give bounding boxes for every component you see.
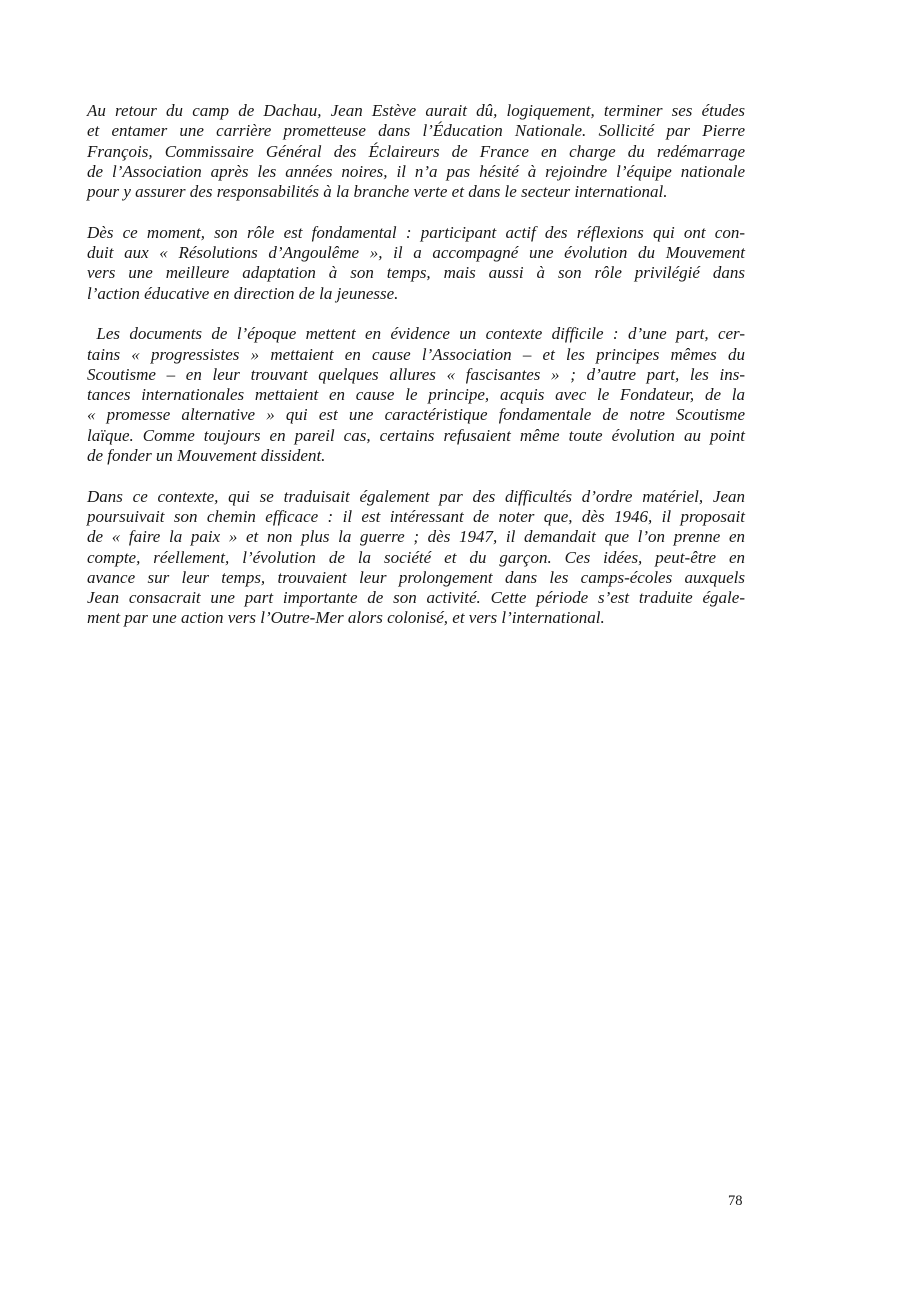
text-line: l’action éducative en direction de la jeunesse. bbox=[87, 283, 399, 303]
text-line: pour y assurer des responsabilités à la branche verte et dans le secteur international. bbox=[87, 182, 668, 202]
text-line: vers une meilleure adaptation à son temps, mais aussi à son rôle privilégié dans bbox=[87, 263, 745, 283]
text-line: Dès ce moment, son rôle est fondamental : participant actif des réflexions qui ont con- bbox=[87, 222, 745, 242]
text-line: Dans ce contexte, qui se traduisait également par des difficultés d’ordre matériel, Jean bbox=[87, 486, 745, 506]
text-line: de l’Association après les années noires, il n’a pas hésité à rejoindre l’équipe nationale bbox=[87, 161, 745, 181]
text-line: de fonder un Mouvement dissident. bbox=[87, 446, 326, 466]
text-line: Au retour du camp de Dachau, Jean Estève aurait dû, logiquement, terminer ses études bbox=[87, 101, 745, 120]
paragraph-3 bbox=[87, 324, 745, 466]
text-line: duit aux « Résolutions d’Angoulême », il a accompagné une évolution du Mouvement bbox=[87, 243, 745, 263]
text-line: laïque. Comme toujours en pareil cas, certains refusaient même toute évolution au point bbox=[87, 425, 745, 445]
paragraph-4 bbox=[87, 487, 745, 629]
text-line: « promesse alternative » qui est une caractéristique fondamentale de notre Scoutisme bbox=[87, 405, 745, 425]
paragraph-1 bbox=[87, 101, 745, 202]
paragraph-2 bbox=[87, 223, 745, 304]
text-line: ment par une action vers l’Outre-Mer alors colonisé, et vers l’international. bbox=[87, 608, 605, 628]
text-line: François, Commissaire Général des Éclaireurs de France en charge du redémarrage bbox=[87, 141, 745, 161]
text-line: compte, réellement, l’évolution de la société et du garçon. Ces idées, peut-être en bbox=[87, 547, 745, 567]
text-line: et entamer une carrière prometteuse dans l’Éducation Nationale. Sollicité par Pierre bbox=[87, 121, 745, 141]
text-line: Jean consacrait une part importante de son activité. Cette période s’est traduite égale- bbox=[87, 588, 745, 608]
page-number: 78 bbox=[728, 1193, 743, 1209]
text-line: de « faire la paix » et non plus la guerre ; dès 1947, il demandait que l’on prenne en bbox=[87, 527, 745, 547]
text-line: poursuivait son chemin efficace : il est intéressant de noter que, dès 1946, il proposait bbox=[87, 506, 745, 526]
text-line: tances internationales mettaient en cause le principe, acquis avec le Fondateur, de la bbox=[87, 385, 745, 405]
text-line: Les documents de l’époque mettent en évidence un contexte difficile : d’une part, cer- bbox=[87, 324, 745, 344]
text-line: Scoutisme – en leur trouvant quelques allures « fascisantes » ; d’autre part, les ins- bbox=[87, 364, 745, 384]
text-line: avance sur leur temps, trouvaient leur prolongement dans les camps-écoles auxquels bbox=[87, 567, 745, 587]
body-text bbox=[87, 101, 745, 649]
text-line: tains « progressistes » mettaient en cause l’Association – et les principes mêmes du bbox=[87, 344, 745, 364]
